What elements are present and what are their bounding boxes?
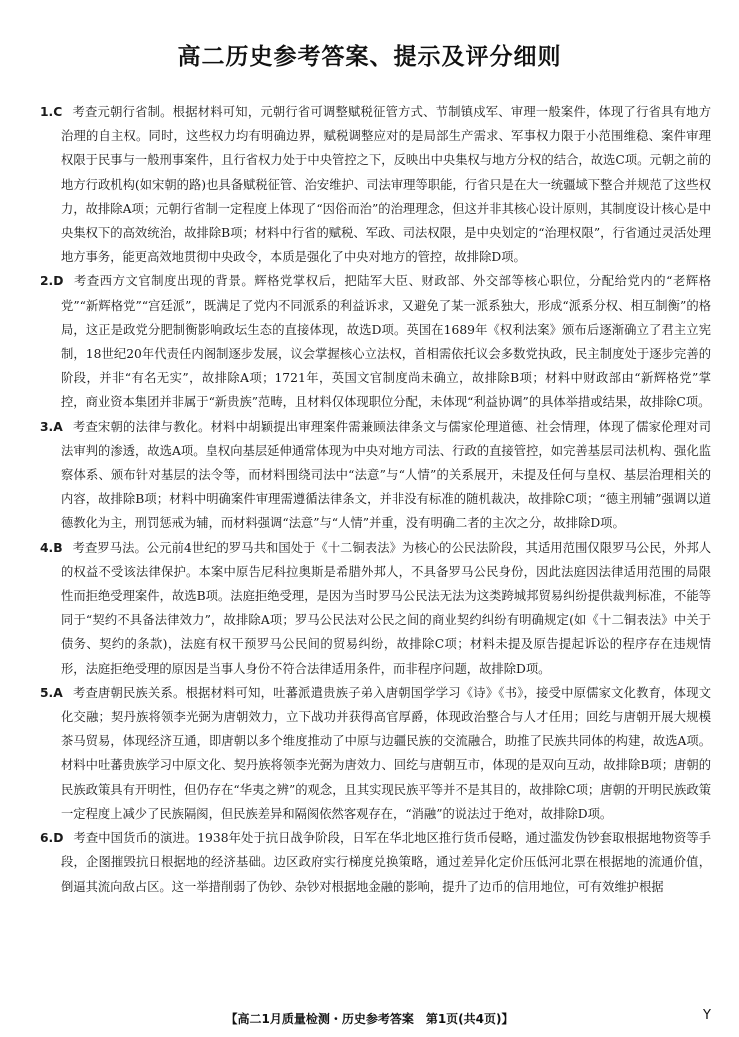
question-answer: A bbox=[53, 419, 63, 434]
question-item bbox=[40, 100, 711, 269]
question-number: 1. bbox=[40, 105, 54, 119]
page-footer: 【高二1月质量检测・历史参考答案 第1页(共4页)】 bbox=[225, 1012, 514, 1026]
question-item bbox=[40, 826, 711, 899]
footer-mark: Y bbox=[703, 1008, 711, 1023]
answer-list bbox=[40, 100, 711, 899]
page-title: 高二历史参考答案、提示及评分细则 bbox=[177, 44, 562, 70]
question-number: 4. bbox=[40, 540, 54, 555]
question-item bbox=[40, 536, 711, 681]
question-answer: D bbox=[53, 831, 64, 846]
question-answer: B bbox=[53, 540, 63, 555]
question-answer: A bbox=[53, 685, 63, 700]
question-explanation: 考查罗马法。公元前4世纪的罗马共和国处于《十二铜表法》为核心的公民法阶段，其适用范围仅限罗马公民，外邦人的权益不受该法律保护。本案中原告尼科拉奥斯是希腊外邦人，不具备罗马公民身份，因此法庭因法律适用范围的局限性而拒绝受理案件，故选B项。法庭拒绝受理，是因为当时罗马公民法无法为这类跨城邦贸易纠纷提供裁判标准，不能等同于“契约不具备法律效力”，故排除A项；罗马公民法对公民之间的商业契约纠纷有明确规定(如《十二铜表法》中关于债务、契约的条款)，法庭有权干预罗马公民间的贸易纠纷，故排除C项；材料未提及原告提起诉讼的程序存在违规情形，法庭拒绝受理的原因是当事人身份不符合法律适用条件，而非程序问题，故排除D项。 bbox=[61, 540, 711, 676]
question-explanation: 考查西方文官制度出现的背景。辉格党掌权后，把陆军大臣、财政部、外交部等核心职位，分配给党内的“老辉格党”“新辉格党”“宫廷派”，既满足了党内不同派系的利益诉求，又避免了某一派系独大，形成“派系分权、相互制衡”的格局，这正是政党分肥制衡影响政坛生态的直接体现，故选D项。英国在1689年《权利法案》颁布后逐渐确立了君主立宪制，18世纪20年代责任内阁制逐步发展，议会掌握核心立法权，首相需依托议会多数党执政，民主制度处于逐步完善的阶段，并非“有名无实”，故排除A项；1721年，英国文官制度尚未确立，故排除B项；材料中财政部由“新辉格党”掌控，商业资本集团并非属于“新贵族”范畴，且材料仅体现职位分配，未体现“利益协调”的具体举措或结果，故排除C项。 bbox=[61, 274, 712, 410]
question-item bbox=[40, 681, 711, 826]
question-number: 5. bbox=[40, 685, 54, 700]
question-explanation: 考查唐朝民族关系。根据材料可知，吐蕃派遣贵族子弟入唐朝国学学习《诗》《书》，接受中原儒家文化教育，体现文化交融；契丹族将领李光弼为唐朝效力，立下战功并获得高官厚爵，体现政治整合与人才任用；回纥与唐朝开展大规模茶马贸易，体现经济互通，即唐朝以多个维度推动了中原与边疆民族的交流融合，助推了民族共同体的构建，故选A项。材料中吐蕃贵族学习中原文化、契丹族将领李光弼为唐效力、回纥与唐朝互市，体现的是双向互动，故排除B项；唐朝的民族政策具有开明性，但仍存在“华夷之辨”的观念，且其实现民族平等并不是其目的，故排除C项；唐朝的开明民族政策一定程度上减少了民族隔阂，但民族差异和隔阂依然客观存在，“消融”的说法过于绝对，故排除D项。 bbox=[61, 685, 711, 821]
question-explanation: 考查元朝行省制。根据材料可知，元朝行省可调整赋税征管方式、节制镇戍军、审理一般案件，体现了行省具有地方治理的自主权。同时，这些权力均有明确边界，赋税调整应对的是局部生产需求、军事权力限于小范围维稳、案件审理权限于民事与一般刑事案件，且行省权力处于中央管控之下，反映出中央集权与地方分权的结合，故选C项。元朝之前的地方行政机构(如宋朝的路)也具备赋税征管、治安维护、司法审理等职能，行省只是在大一统疆域下整合并规范了这些权力，故排除A项；元朝行省制一定程度上体现了“因俗而治”的治理理念，但这并非其核心设计原则，其制度设计核心是中央集权下的高效统治，故排除B项；材料中行省的赋税、军政、司法权限，是中央划定的“治理权限”，行省通过灵活处理地方事务，能更高效地贯彻中央政令，本质是强化了中央对地方的管控，故排除D项。 bbox=[61, 105, 711, 265]
question-number: 2. bbox=[40, 274, 54, 289]
question-explanation: 考查宋朝的法律与教化。材料中胡颖提出审理案件需兼顾法律条文与儒家伦理道德、社会情理，体现了儒家伦理对司法审判的渗透，故选A项。皇权向基层延伸通常体现为中央对地方司法、行政的直接管控，如完善基层司法机构、强化监察体系、颁布针对基层的法令等，而材料围绕司法中“法意”与“人情”的关系展开，未提及任何与皇权、基层治理相关的内容，故排除B项；材料中明确案件审理需遵循法律条文，并非没有标准的随机裁决，故排除C项；“德主刑辅”强调以道德教化为主，刑罚惩戒为辅，而材料强调“法意”与“人情”并重，没有明确二者的主次之分，故排除D项。 bbox=[61, 419, 711, 531]
question-explanation: 考查中国货币的演进。1938年处于抗日战争阶段，日军在华北地区推行货币侵略，通过滥发伪钞套取根据地物资等手段，企图摧毁抗日根据地的经济基础。边区政府实行梯度兑换策略，通过差异化定价压低河北票在根据地的流通价值，倒逼其流向敌占区。这一举措削弱了伪钞、杂钞对根据地金融的影响，提升了边币的信用地位，可有效维护根据 bbox=[61, 831, 711, 894]
question-number: 3. bbox=[40, 419, 54, 434]
question-number: 6. bbox=[40, 831, 54, 846]
question-item bbox=[40, 269, 711, 414]
question-answer: D bbox=[53, 274, 64, 289]
question-answer: C bbox=[53, 105, 63, 119]
question-item bbox=[40, 415, 711, 536]
